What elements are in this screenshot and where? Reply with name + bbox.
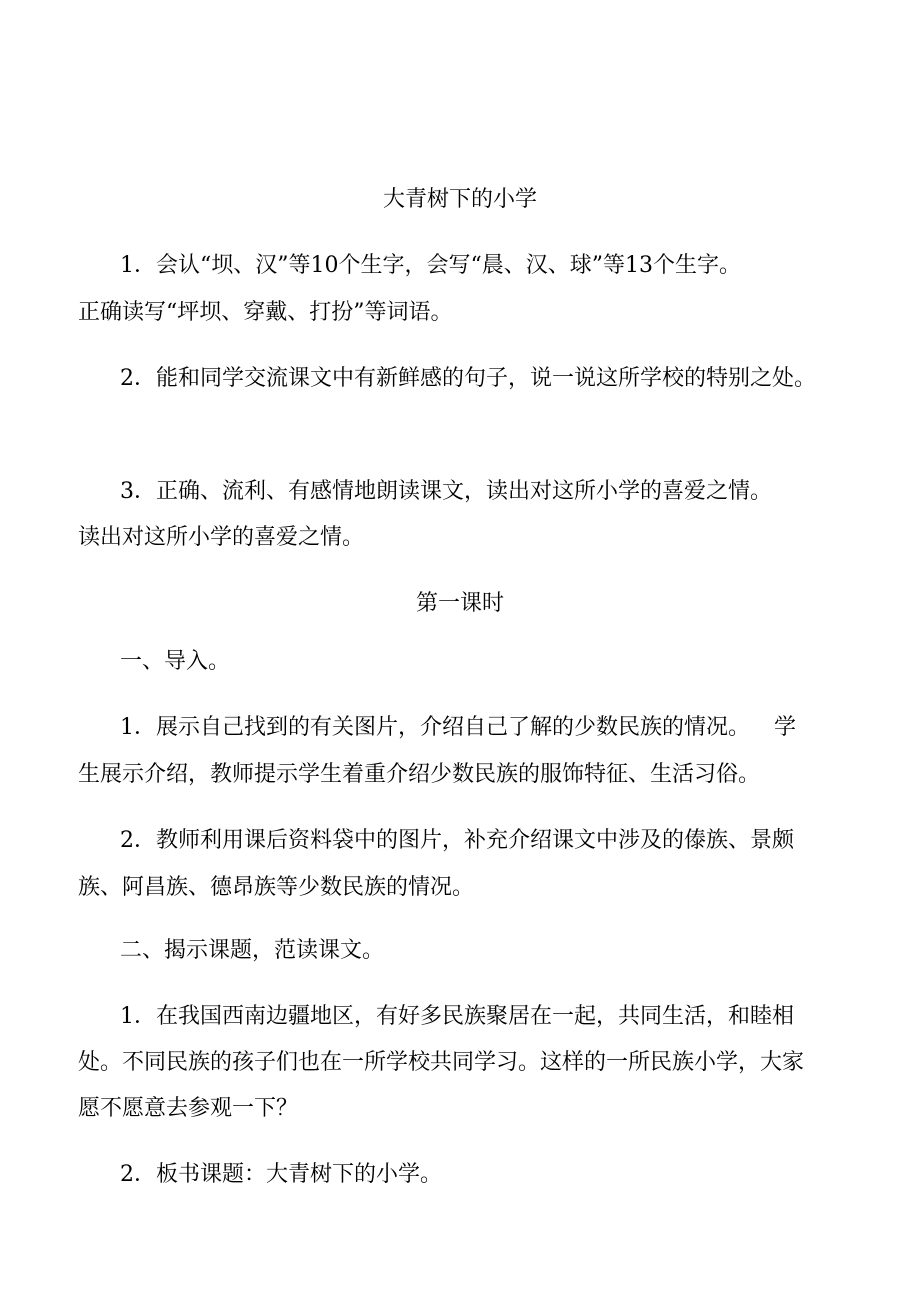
- section-title: 第一课时: [415, 591, 504, 616]
- part-2-item-1-line-2: 处。不同民族的孩子们也在一所学校共同学习。这样的一所民族小学，大家: [78, 1050, 805, 1075]
- part-1-item-2-line-1: 2．教师利用课后资料袋中的图片，补充介绍课文中涉及的傣族、景颇: [120, 828, 794, 853]
- part-2-heading: 二、揭示课题，范读课文。: [120, 938, 385, 963]
- part-1-item-1-line-1: [120, 706, 796, 750]
- part-2-item-2-line-1: 2．板书课题：大青树下的小学。: [120, 1162, 442, 1187]
- part-1-heading: 一、导入。: [120, 649, 231, 674]
- objective-2-line-1: 2．能和同学交流课文中有新鲜感的句子，说一说这所学校的特别之处。: [120, 366, 816, 391]
- part-1-item-2-line-2: 族、阿昌族、德昂族等少数民族的情况。: [78, 875, 475, 900]
- part-2-item-1-line-3: 愿不愿意去参观一下？: [78, 1096, 299, 1121]
- objective-3-line-2: 读出对这所小学的喜爱之情。: [78, 525, 365, 550]
- part-1-item-1-line-1-tail: 学: [774, 715, 797, 740]
- objective-1-line-1: 1．会认“坝、汉”等10个生字，会写“晨、汉、球”等13个生字。: [120, 253, 741, 278]
- document-title: 大青树下的小学: [382, 187, 537, 212]
- objective-3-line-1: 3．正确、流利、有感情地朗读课文，读出对这所小学的喜爱之情。: [120, 479, 772, 504]
- objective-1-line-2: 正确读写“坪坝、穿戴、打扮”等词语。: [78, 300, 453, 325]
- part-1-item-1-line-2: 生展示介绍，教师提示学生着重介绍少数民族的服饰特征、生活习俗。: [78, 762, 761, 787]
- part-2-item-1-line-1: 1．在我国西南边疆地区，有好多民族聚居在一起，共同生活，和睦相: [120, 1004, 794, 1029]
- part-1-item-1-line-1-text: 1．展示自己找到的有关图片，介绍自己了解的少数民族的情况。: [120, 715, 750, 740]
